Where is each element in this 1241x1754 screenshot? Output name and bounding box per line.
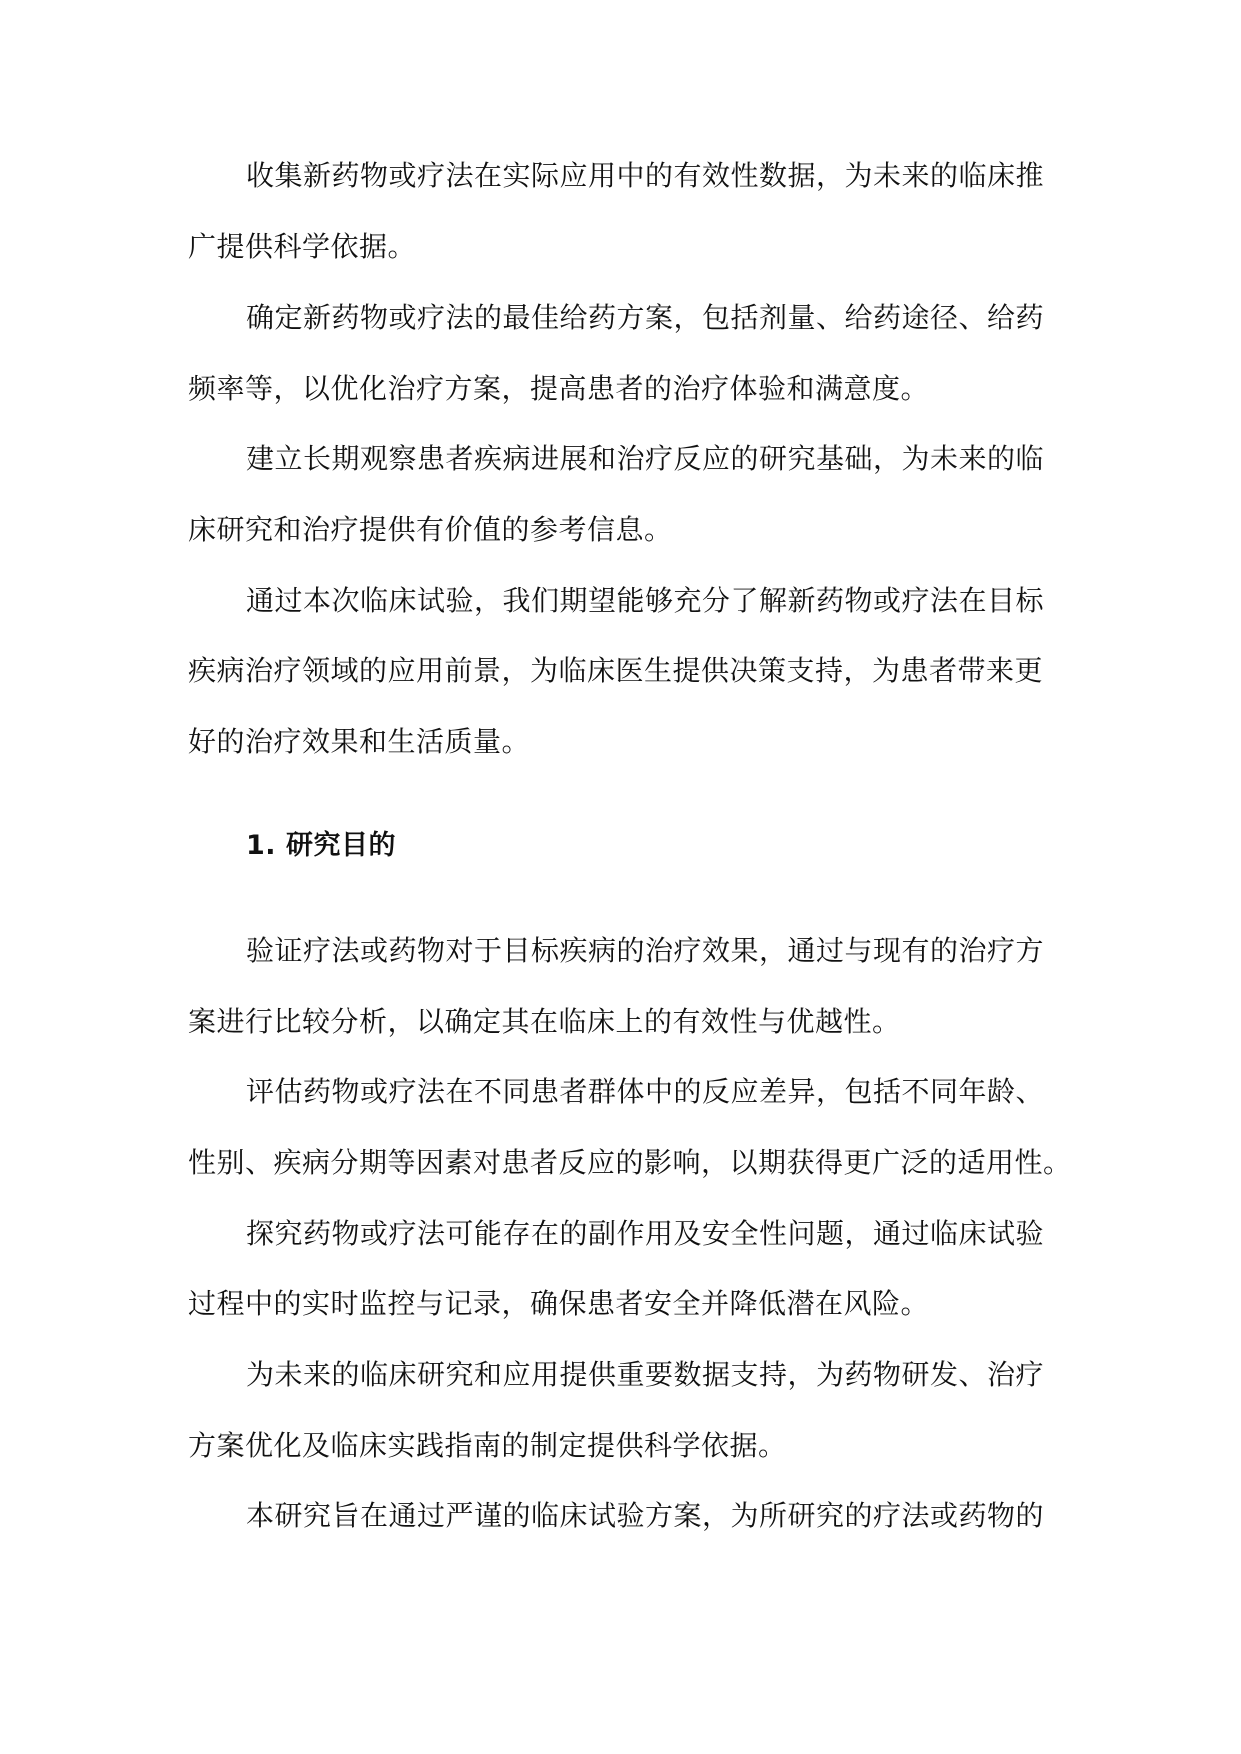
paragraph-line: 频率等，以优化治疗方案，提高患者的治疗体验和满意度。 xyxy=(188,372,930,405)
paragraph-line: 验证疗法或药物对于目标疾病的治疗效果，通过与现有的治疗方 xyxy=(246,934,1045,967)
paragraph-line: 通过本次临床试验，我们期望能够充分了解新药物或疗法在目标 xyxy=(246,584,1045,617)
section-heading: 1. 研究目的 xyxy=(246,830,396,861)
paragraph-line: 建立长期观察患者疾病进展和治疗反应的研究基础，为未来的临 xyxy=(246,442,1045,475)
paragraph-line: 探究药物或疗法可能存在的副作用及安全性问题，通过临床试验 xyxy=(246,1217,1045,1250)
paragraph-line: 方案优化及临床实践指南的制定提供科学依据。 xyxy=(188,1429,787,1462)
paragraph-line: 案进行比较分析，以确定其在临床上的有效性与优越性。 xyxy=(188,1005,901,1038)
paragraph-line: 评估药物或疗法在不同患者群体中的反应差异，包括不同年龄、 xyxy=(246,1075,1045,1108)
paragraph-line: 性别、疾病分期等因素对患者反应的影响，以期获得更广泛的适用性。 xyxy=(188,1146,1072,1179)
paragraph-line: 好的治疗效果和生活质量。 xyxy=(188,725,531,758)
paragraph-line: 广提供科学依据。 xyxy=(188,230,417,263)
paragraph-line: 收集新药物或疗法在实际应用中的有效性数据，为未来的临床推 xyxy=(246,159,1045,192)
paragraph-line: 床研究和治疗提供有价值的参考信息。 xyxy=(188,513,673,546)
paragraph-line: 疾病治疗领域的应用前景，为临床医生提供决策支持，为患者带来更 xyxy=(188,654,1044,687)
paragraph-line: 为未来的临床研究和应用提供重要数据支持，为药物研发、治疗 xyxy=(246,1358,1045,1391)
paragraph-line: 本研究旨在通过严谨的临床试验方案，为所研究的疗法或药物的 xyxy=(246,1499,1045,1532)
paragraph-line: 确定新药物或疗法的最佳给药方案，包括剂量、给药途径、给药 xyxy=(246,301,1045,334)
paragraph-line: 过程中的实时监控与记录，确保患者安全并降低潜在风险。 xyxy=(188,1287,930,1320)
